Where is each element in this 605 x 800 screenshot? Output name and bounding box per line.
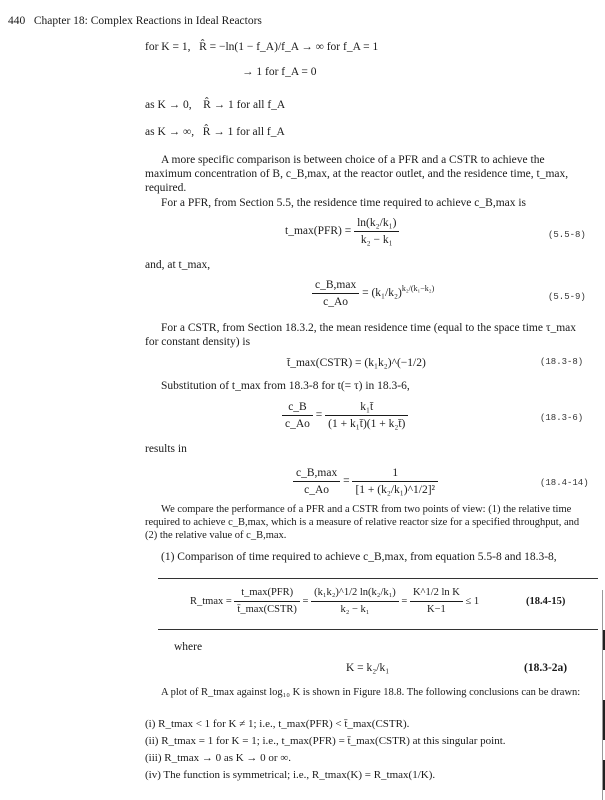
paragraph-substitution: Substitution of t_max from 18.3-8 for t(= τ) in 18.3-6, bbox=[161, 380, 410, 392]
equation-number: (5.5-8) bbox=[548, 230, 586, 240]
paragraph-cstr-residence: For a CSTR, from Section 18.3.2, the mean residence time (equal to the space time τ_max for constant density) is bbox=[145, 322, 576, 348]
paragraph-plot-conclusions: A plot of R_tmax against log₁₀ K is shown in Figure 18.8. The following conclusions can be drawn: bbox=[161, 687, 581, 698]
equation-5-5-9: $\frac{c\_B,\max}{c\_Ao}$ = $(k_1/k_2)^{k_2/(k_1-k_2)}$ bbox=[312, 278, 434, 309]
paragraph-performance-comparison: We compare the performance of a PFR and a CSTR from two points of view: (1) the relative time required to achieve c_B,max, which is a measure of relative reactor size for a specified throughput, and (2) the relative value of c_B,max. bbox=[145, 504, 580, 541]
scan-edge-mark bbox=[601, 590, 605, 800]
equation-18-3-2a: K = k₂/k₁ bbox=[346, 662, 390, 674]
limit-line-2: → 1 for f_A = 0 bbox=[242, 66, 317, 78]
equation-18-3-8: t̄_max(CSTR) = (k₁k₂)^(−1/2) bbox=[287, 357, 426, 369]
list-item: (iii) R_tmax → 0 as K → 0 or ∞. bbox=[145, 752, 291, 764]
list-item: (i) R_tmax < 1 for K ≠ 1; i.e., t_max(PFR) < t̄_max(CSTR). bbox=[145, 718, 410, 730]
list-item: (ii) R_tmax = 1 for K = 1; i.e., t_max(PFR) = t̄_max(CSTR) at this singular point. bbox=[145, 735, 506, 747]
limit-line-4: as K → ∞, R̂ → 1 for all f_A bbox=[145, 126, 285, 138]
equation-number: (5.5-9) bbox=[548, 292, 586, 302]
equation-18-3-6: $\frac{c\_B}{c\_Ao}$ = $\frac{\text{k₁t̄}}{\text{(1 + k₁t̄)(1 + k₂t̄)}}$ bbox=[282, 400, 408, 431]
page-number: 440 bbox=[8, 15, 26, 27]
paragraph-results-in: results in bbox=[145, 443, 187, 455]
equation-5-5-8: t_max(PFR) = $\frac{\text{ln(k₂/k₁)}}{\text{k₂ − k₁}}$ bbox=[285, 216, 399, 247]
limit-line-1: for K = 1, R̂ = −ln(1 − f_A)/f_A → ∞ for f_A = 1 bbox=[145, 41, 379, 53]
equation-number: (18.3-6) bbox=[540, 413, 584, 423]
equation-number: (18.4-15) bbox=[526, 596, 566, 607]
chapter-title: Chapter 18: Complex Reactions in Ideal Reactors bbox=[33, 15, 262, 27]
equation-number: (18.4-14) bbox=[540, 478, 589, 488]
equation-18-4-14: $\frac{c\_B,\max}{c\_Ao}$ = $\frac{1}{\text{[1 + (k₂/k₁)\textasciicircum{}1/2]²}}$ bbox=[293, 466, 438, 497]
paragraph-where: where bbox=[174, 641, 203, 653]
conclusions-list bbox=[145, 716, 506, 784]
page-header bbox=[8, 14, 262, 28]
equation-number: (18.3-8) bbox=[540, 357, 584, 367]
paragraph-pfr-cstr-comparison: A more specific comparison is between choice of a PFR and a CSTR to achieve the maximum concentration of B, c_B,max, at the reactor outlet, and the residence time, t_max, required. bbox=[145, 154, 569, 194]
equation-number: (18.3-2a) bbox=[524, 662, 568, 674]
limit-line-3: as K → 0, R̂ → 1 for all f_A bbox=[145, 99, 286, 111]
equation-18-4-15: R_tmax = $\frac{\text{t\_max(PFR)}}{\text{t̄\_max(CSTR)}}$ = $\frac{\text{(k₁k₂)\textasciicircum{}1/2 ln(k₂/k₁)}}{\text{k₂ − k₁}}$ = $\frac{\text{K\textasciicircum{}1/2 ln K}}{K-1}$ ≤ 1 bbox=[190, 587, 480, 615]
paragraph-comparison-time: (1) Comparison of time required to achieve c_B,max, from equation 5.5-8 and 18.3-8, bbox=[161, 551, 557, 563]
paragraph-at-tmax: and, at t_max, bbox=[145, 259, 211, 271]
list-item: (iv) The function is symmetrical; i.e., R_tmax(K) = R_tmax(1/K). bbox=[145, 769, 436, 781]
paragraph-pfr-residence: For a PFR, from Section 5.5, the residence time required to achieve c_B,max is bbox=[161, 197, 527, 209]
